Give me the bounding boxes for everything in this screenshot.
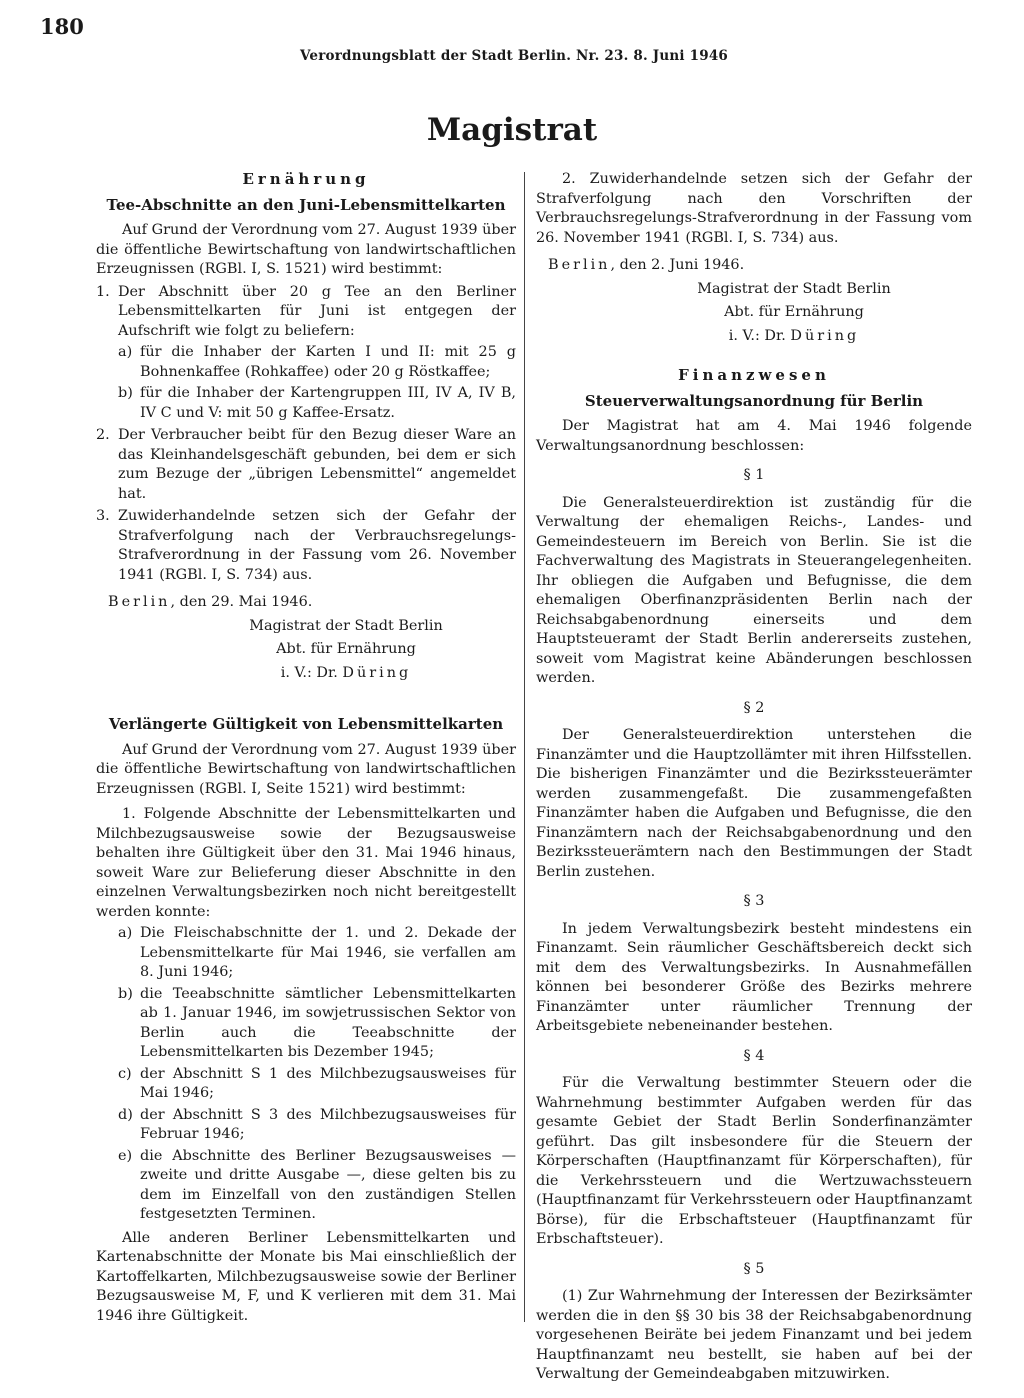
signature-line: Abt. für Ernährung [276,641,416,657]
signature-block [536,280,972,347]
signature-line: Magistrat der Stadt Berlin [249,617,443,634]
sub-item-label: a) [118,925,133,941]
sub-item-label: a) [118,344,133,360]
item-number: 1. [96,283,110,300]
right-column [536,170,972,1385]
column-divider [524,172,525,1322]
article-title: Steuerverwaltungsanordnung für Berlin [584,391,924,410]
sub-item-text: die Teeabschnitte sämtlicher Lebensmittelkarten ab 1. Januar 1946, im sowjetrussischen Sektor von Berlin auch die Teeabschnitte der Lebensmittelkarten bis Dezember 1945; [140,985,516,1060]
sub-item-text: für die Inhaber der Kartengruppen III, IV A, IV B, IV C und V: mit 50 g Kaffee-Ersatz. [140,385,516,421]
closing-paragraph: Alle anderen Berliner Lebensmittelkarten und Kartenabschnitte der Monate bis Mai einschließlich der Kartoffelkarten, Milchbezugsausweise sowie der Berliner Bezugsausweise M, F, und K verlieren mit dem 31. Mai 1946 ihre Gültigkeit. [96,1229,516,1324]
paragraph-sign: § 5 [743,1260,765,1277]
topic-heading: Finanzwesen [678,366,830,384]
sub-item [118,384,516,423]
left-column [96,170,516,1326]
article-intro: Auf Grund der Verordnung vom 27. August 1939 über die öffentliche Bewirtschaftung von landwirtschaftlichen Erzeugnissen (RGBl. I, S. 1521) wird bestimmt: [96,222,516,277]
paragraph-sign: § 4 [743,1047,765,1064]
numbered-item-text: 1. Folgende Abschnitte der Lebensmittelkarten und Milchbezugsausweise sowie der Bezugsausweise behalten ihre Gültigkeit über den 31. Mai 1946 hinaus, soweit Ware zur Belieferung dieser Abschnitte in den einzelnen Verwaltungsbezirken noch nicht bereitgestellt werden konnte: [96,806,516,920]
paragraph-text: Die Generalsteuerdirektion ist zuständig für die Verwaltung der ehemaligen Reichs-, Landes- und Gemeindesteuern im Bereich von Berlin. Sie ist die Fachverwaltung des Magistrats in Steuerangelegenheiten. Ihr obliegen die Aufgaben und Befugnisse, die dem ehemaligen Oberfinanzpräsidenten Berlin nach der Reichsabgabenordnung einerseits und dem Hauptsteueramt der Stadt Berlin andererseits zustehen, soweit vom Magistrat keine Abänderungen beschlossen werden. [536,494,972,686]
place-city: Berlin [108,594,171,610]
article-title: Tee-Abschnitte an den Juni-Lebensmittelkarten [106,195,506,214]
signature-prefix: i. V.: Dr. [728,327,791,344]
continued-item: 2. Zuwiderhandelnde setzen sich der Gefahr der Strafverfolgung nach den Vorschriften der Verbrauchsregelungs-Strafverordnung in der Fassung vom 26. November 1941 (RGBl. I, S. 734) aus. [536,171,972,246]
section-title: Magistrat [426,112,598,148]
sub-item-text: für die Inhaber der Karten I und II: mit 25 g Bohnenkaffee (Rohkaffee) oder 20 g Röstkaffee; [140,344,516,380]
paragraph-text: In jedem Verwaltungsbezirk besteht mindestens ein Finanzamt. Sein räumlicher Geschäftsbereich deckt sich mit dem des Verwaltungsbezirks. In Ausnahmefällen können bei besonderer Größe des Bezirks mehrere Finanzämter unter räumlicher Trennung der Arbeitsgebiete nebeneinander bestehen. [536,920,972,1034]
paragraph-text: Für die Verwaltung bestimmter Steuern oder die Wahrnehmung bestimmter Aufgaben werden für das gesamte Gebiet der Stadt Berlin Sonderfinanzämter geführt. Das gilt insbesondere für die Steuern der Körperschaften (Hauptfinanzamt für Körperschaften), für die Verkehrssteuern und die Wertzuwachssteuern (Hauptfinanzamt für Verkehrssteuern oder Hauptfinanzamt Börse), für die Erbschaftsteuer (Hauptfinanzamt für Erbschaftsteuer). [536,1075,972,1247]
item-number: 2. [96,427,110,443]
paragraph-sign: § 3 [743,893,765,909]
sub-item-label: c) [118,1065,132,1082]
signatory-name: Düring [790,327,860,344]
signature-line [616,327,972,347]
article-intro: Auf Grund der Verordnung vom 27. August 1939 über die öffentliche Bewirtschaftung von landwirtschaftlichen Erzeugnissen (RGBl. I, Seite 1521) wird bestimmt: [96,741,516,797]
place-date: , den 2. Juni 1946. [610,257,745,273]
sub-item [118,1147,516,1225]
paragraph-text: (1) Zur Wahrnehmung der Interessen der Bezirksämter werden die in den §§ 30 bis 38 der Reichsabgabenordnung vorgesehenen Beiräte bei jedem Finanzamt und bei jedem Hauptfinanzamt neu bestellt, sie haben auf bei der Verwaltung der Gemeindeabgaben mitzuwirken. [536,1288,972,1382]
item-number: 3. [96,508,110,524]
sub-item-text: die Abschnitte des Berliner Bezugsausweises — zweite und dritte Ausgabe —, diese gelten bis zu dem im Einzelfall von den zuständigen Stellen festgesetzten Terminen. [140,1147,516,1222]
numbered-item [96,426,516,504]
signature-line: Magistrat der Stadt Berlin [697,280,891,297]
sub-item-label: e) [118,1147,133,1164]
topic-heading: Ernährung [242,170,370,188]
item-text: Zuwiderhandelnde setzen sich der Gefahr der Strafverfolgung nach der Verbrauchsregelungs-Strafverordnung in der Fassung vom 26. November 1941 (RGBl. I, S. 734) aus. [118,508,516,583]
running-header: Verordnungsblatt der Stadt Berlin. Nr. 23. 8. Juni 1946 [300,48,729,64]
numbered-item [96,283,516,342]
signature-line [176,664,516,684]
signatory-name: Düring [342,664,412,681]
sub-item-text: der Abschnitt S 1 des Milchbezugsausweises für Mai 1946; [140,1065,516,1101]
sub-item-text: Die Fleischabschnitte der 1. und 2. Dekade der Lebensmittelkarte für Mai 1946, sie verfallen am 8. Juni 1946; [140,925,516,980]
signature-prefix: i. V.: Dr. [280,664,343,681]
sub-item [118,343,516,382]
sub-item [118,924,516,983]
sub-item-text: der Abschnitt S 3 des Milchbezugsausweises für Februar 1946; [140,1106,516,1142]
sub-item-label: b) [118,985,133,1002]
numbered-item [96,507,516,585]
sub-item [118,1065,516,1104]
place-date: , den 29. Mai 1946. [170,594,313,610]
page-number: 180 [40,14,84,39]
place-date-line [548,256,972,276]
sub-item-label: b) [118,385,133,401]
article-intro: Der Magistrat hat am 4. Mai 1946 folgende Verwaltungsanordnung beschlossen: [536,418,972,454]
paragraph-sign: § 2 [743,699,765,716]
item-text: Der Abschnitt über 20 g Tee an den Berliner Lebensmittelkarten für Juni ist entgegen der Aufschrift wie folgt zu beliefern: [118,283,516,339]
signature-block [96,617,516,684]
sub-item-label: d) [118,1106,133,1123]
article-title: Verlängerte Gültigkeit von Lebensmittelkarten [108,715,504,733]
paragraph-sign: § 1 [743,467,765,483]
paragraph-text: Der Generalsteuerdirektion unterstehen die Finanzämter und die Hauptzollämter mit ihren Hilfsstellen. Die bisherigen Finanzämter und die Bezirkssteuerämter werden zusammengefaßt. Die zusammengefaßten Finanzämter haben die Aufgaben und Befugnisse, die den Finanzämtern nach der Reichsabgabenordnung und den Bezirkssteuerämtern nach den Bestimmungen der Stadt Berlin zustehen. [536,727,972,880]
sub-item [118,1106,516,1145]
signature-line: Abt. für Ernährung [724,304,864,320]
place-city: Berlin [548,257,611,273]
item-text: Der Verbraucher beibt für den Bezug dieser Ware an das Kleinhandelsgeschäft gebunden, bei dem er sich zum Bezuge der „übrigen Lebensmittel“ angemeldet hat. [118,427,516,502]
place-date-line [108,593,516,613]
sub-item [118,985,516,1063]
